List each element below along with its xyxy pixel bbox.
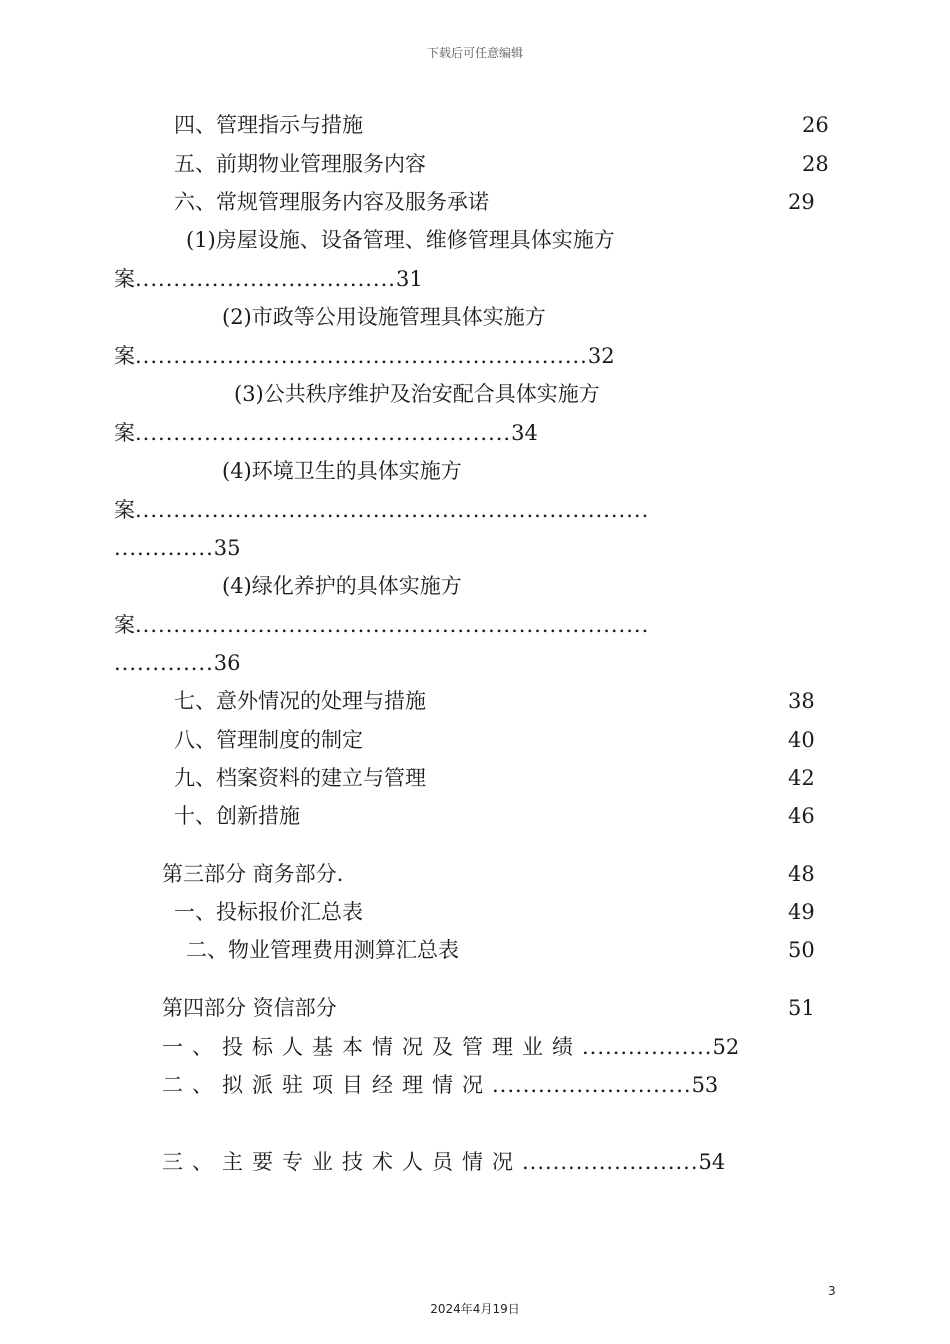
toc-entry-title: 三、主要专业技术人员情况 — [162, 1150, 522, 1174]
toc-dots: ............. — [114, 536, 214, 560]
toc-entry-title: 五、前期物业管理服务内容 — [174, 152, 426, 176]
toc-entry-title: 十、创新措施 — [174, 804, 300, 828]
toc-entry-page: 49 — [788, 900, 815, 924]
toc-entry-page: 38 — [788, 689, 815, 713]
toc-entry-cont: 案 — [114, 421, 135, 445]
toc-entry-page: 46 — [788, 804, 815, 828]
toc-entry-page: 50 — [788, 938, 815, 962]
toc-entry-title: (2)市政等公用设施管理具体实施方 — [222, 305, 546, 329]
toc-entry-page: 54 — [698, 1150, 726, 1174]
toc-entry-page: 40 — [788, 728, 815, 752]
toc-dots: ................. — [582, 1035, 713, 1059]
toc-section-title: 第三部分 商务部分. — [162, 862, 344, 886]
toc-entry-page: 28 — [802, 152, 829, 176]
page-number: 3 — [828, 1284, 836, 1298]
toc-entry-page: 29 — [788, 190, 815, 214]
toc-entry-title: (4)绿化养护的具体实施方 — [222, 574, 462, 598]
toc-entry-title: 八、管理制度的制定 — [174, 728, 363, 752]
toc-entry-leader — [114, 650, 241, 676]
toc-entry-leader — [114, 497, 649, 523]
toc-dots: ........................................................... — [135, 344, 588, 368]
toc-entry-page: 52 — [712, 1035, 740, 1059]
toc-dots: ................................................................... — [135, 613, 650, 637]
toc-dots: .......................... — [492, 1073, 692, 1097]
toc-entry-page: 32 — [587, 344, 615, 368]
toc-entry-leader — [114, 612, 649, 638]
toc-entry-leader — [162, 1149, 725, 1175]
toc-entry-title: 四、管理指示与措施 — [174, 113, 363, 137]
toc-entry-leader — [114, 535, 241, 561]
page-header: 下载后可任意编辑 — [426, 46, 523, 60]
toc-section-title: 第四部分 资信部分 — [162, 996, 337, 1020]
toc-dots: ................................................. — [135, 421, 512, 445]
toc-entry-cont: 案 — [114, 498, 135, 522]
toc-entry-title: 六、常规管理服务内容及服务承诺 — [174, 190, 489, 214]
toc-dots: .................................. — [135, 267, 396, 291]
toc-entry-cont: 案 — [114, 613, 135, 637]
toc-entry-leader — [114, 343, 615, 369]
toc-entry-page: 48 — [788, 862, 815, 886]
toc-entry-page: 36 — [213, 651, 241, 675]
toc-entry-page: 42 — [788, 766, 815, 790]
toc-entry-title: 一、投标报价汇总表 — [174, 900, 363, 924]
toc-entry-page: 26 — [802, 113, 829, 137]
toc-entry-title: 一、投标人基本情况及管理业绩 — [162, 1035, 582, 1059]
toc-entry-cont: 案 — [114, 267, 135, 291]
toc-entry-title: (1)房屋设施、设备管理、维修管理具体实施方 — [186, 228, 615, 252]
toc-dots: ............. — [114, 651, 214, 675]
toc-entry-leader — [114, 420, 538, 446]
toc-entry-title: 二、拟派驻项目经理情况 — [162, 1073, 492, 1097]
toc-entry-title: (3)公共秩序维护及治安配合具体实施方 — [234, 382, 600, 406]
toc-entry-leader — [162, 1034, 739, 1060]
toc-entry-title: 九、档案资料的建立与管理 — [174, 766, 426, 790]
toc-entry-page: 51 — [788, 996, 815, 1020]
toc-entry-title: (4)环境卫生的具体实施方 — [222, 459, 462, 483]
page-footer-date: 2024年4月19日 — [430, 1302, 520, 1316]
toc-entry-cont: 案 — [114, 344, 135, 368]
toc-dots: ................................................................... — [135, 498, 650, 522]
toc-entry-title: 七、意外情况的处理与措施 — [174, 689, 426, 713]
toc-entry-page: 53 — [691, 1073, 719, 1097]
toc-entry-page: 34 — [511, 421, 538, 445]
toc-dots: ....................... — [522, 1150, 699, 1174]
toc-entry-page: 31 — [395, 267, 423, 291]
toc-entry-leader — [162, 1072, 718, 1098]
toc-entry-page: 35 — [213, 536, 241, 560]
toc-entry-leader — [114, 266, 423, 292]
toc-entry-title: 二、物业管理费用测算汇总表 — [186, 938, 459, 962]
